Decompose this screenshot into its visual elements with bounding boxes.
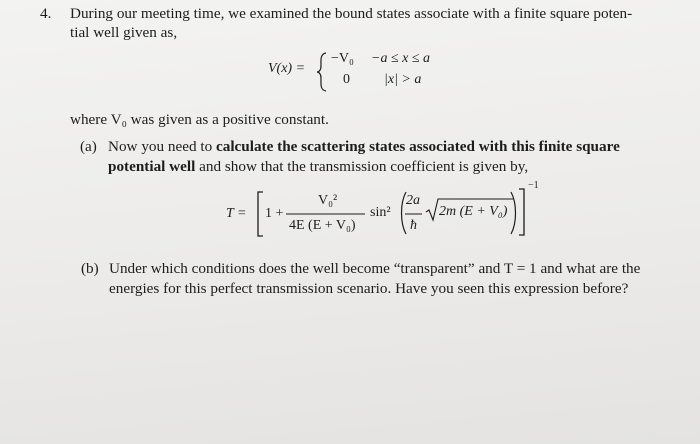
part-a-line2-bold: potential well — [108, 158, 196, 175]
case2-value: 0 — [343, 72, 350, 87]
part-b-label: (b) — [81, 260, 99, 277]
problem-number: 4. — [40, 5, 52, 22]
intro-line-2: tial well given as, — [70, 24, 178, 41]
part-b-line-1: Under which conditions does the well become “transparent” and T = 1 and what are the — [109, 260, 641, 277]
fraction-bar-1 — [286, 213, 366, 215]
eq-exponent: −1 — [528, 180, 539, 191]
part-a-label: (a) — [80, 138, 97, 155]
eq-sqrt-arg: 2m (E + V₀) — [439, 204, 508, 219]
left-bracket — [256, 191, 264, 237]
part-a-line-2 — [108, 158, 528, 176]
part-b-line-2: energies for this perfect transmission scenario. Have you seen this expression before? — [109, 280, 629, 297]
part-a-line2-plain: and show that the transmission coefficient is given by, — [199, 158, 529, 175]
right-paren — [510, 191, 518, 235]
part-a-line1-bold: calculate the scattering states associated with this finite square — [215, 138, 620, 155]
case1-value: −V₀ — [331, 51, 354, 66]
eq-sin: sin² — [370, 205, 391, 220]
intro-line-1: During our meeting time, we examined the bound states associate with a finite square poten- — [70, 5, 633, 22]
potential-lhs: V(x) = — [268, 61, 306, 76]
right-bracket — [518, 188, 526, 236]
fraction-bar-2 — [405, 213, 423, 215]
where-text: where V₀ was given as a positive constant. — [70, 111, 329, 128]
eq-denominator: 4E (E + V₀) — [289, 218, 356, 233]
eq-frac2-num: 2a — [406, 193, 420, 208]
eq-numerator: V₀² — [318, 193, 338, 208]
part-a-line1-plain: Now you need to — [108, 138, 213, 155]
part-a-line-1 — [108, 138, 620, 156]
case1-condition: −a ≤ x ≤ a — [371, 51, 431, 66]
eq-one-plus: 1 + — [265, 206, 284, 221]
left-brace — [316, 52, 328, 92]
case2-condition: |x| > a — [384, 72, 422, 87]
eq-lhs: T = — [226, 206, 247, 221]
eq-frac2-den: ħ — [410, 218, 417, 233]
